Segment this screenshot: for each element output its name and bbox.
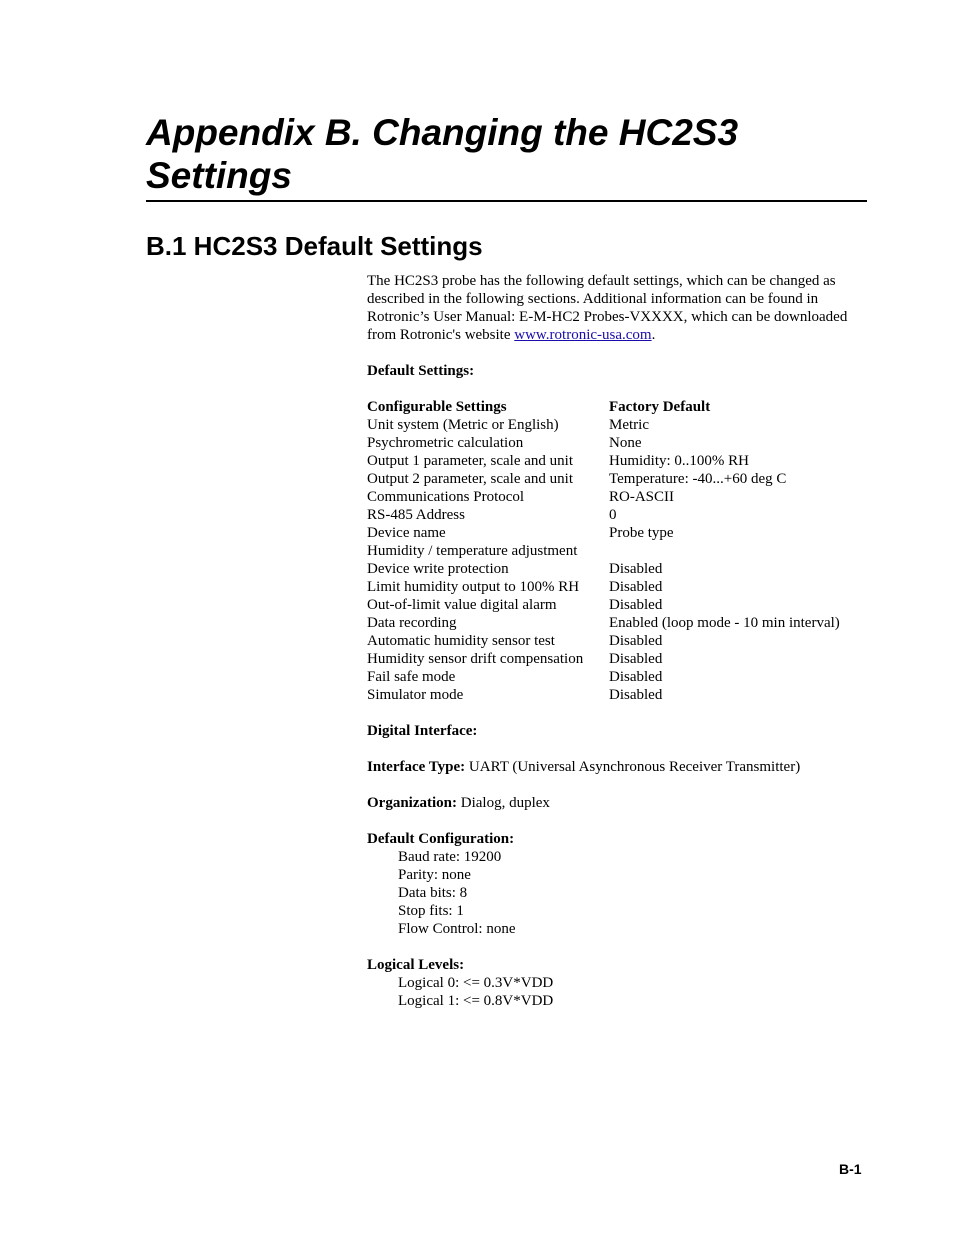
- organization-line: [367, 794, 867, 812]
- table-row: [367, 470, 840, 488]
- setting-default: Disabled: [609, 561, 663, 577]
- default-configuration-list: [398, 848, 867, 938]
- setting-default: Probe type: [609, 525, 674, 541]
- rotronic-website-link[interactable]: www.rotronic-usa.com: [514, 327, 652, 343]
- config-item-flow-control: Flow Control: none: [398, 921, 516, 937]
- setting-default: Disabled: [609, 633, 663, 649]
- table-row: [367, 686, 840, 704]
- logical-levels-heading: Logical Levels:: [367, 957, 465, 973]
- interface-type-value: UART (Universal Asynchronous Receiver Transmitter): [465, 759, 801, 775]
- setting-default: Humidity: 0..100% RH: [609, 453, 750, 469]
- intro-text: The HC2S3 probe has the following default settings, which can be changed as described in the following sections. Additional information can be found in Rotronic’s User Manual: E-M-HC2 Probes-VXXXX, which can be downloaded from Rotronic's website: [367, 273, 848, 343]
- appendix-title: Appendix B. Changing the HC2S3 Settings: [146, 112, 739, 196]
- setting-name: Humidity / temperature adjustment: [367, 543, 578, 559]
- col-header-configurable: Configurable Settings: [367, 399, 507, 415]
- settings-table: [367, 398, 840, 704]
- table-row: [367, 560, 840, 578]
- setting-default: None: [609, 435, 642, 451]
- setting-default: Disabled: [609, 687, 663, 703]
- setting-name: Unit system (Metric or English): [367, 417, 559, 433]
- setting-default: Enabled (loop mode - 10 min interval): [609, 615, 840, 631]
- table-row: [367, 416, 840, 434]
- setting-default: Temperature: -40...+60 deg C: [609, 471, 787, 487]
- setting-name: Device write protection: [367, 561, 509, 577]
- setting-name: Humidity sensor drift compensation: [367, 651, 584, 667]
- setting-default: Metric: [609, 417, 649, 433]
- table-row: [367, 524, 840, 542]
- table-row: [367, 506, 840, 524]
- config-item-stop-bits: Stop fits: 1: [398, 903, 464, 919]
- setting-name: Out-of-limit value digital alarm: [367, 597, 557, 613]
- setting-default: Disabled: [609, 669, 663, 685]
- setting-default: 0: [609, 507, 617, 523]
- setting-name: Device name: [367, 525, 446, 541]
- table-row: [367, 542, 840, 560]
- title-rule: [146, 200, 867, 202]
- table-row: [367, 632, 840, 650]
- default-configuration-heading: Default Configuration:: [367, 831, 515, 847]
- setting-name: Automatic humidity sensor test: [367, 633, 555, 649]
- digital-interface-heading: Digital Interface:: [367, 723, 478, 739]
- intro-after-link: .: [651, 327, 656, 343]
- config-item-data-bits: Data bits: 8: [398, 885, 468, 901]
- setting-default: Disabled: [609, 579, 663, 595]
- setting-name: RS-485 Address: [367, 507, 465, 523]
- table-row: [367, 614, 840, 632]
- interface-type-label: Interface Type:: [367, 759, 466, 775]
- setting-name: Limit humidity output to 100% RH: [367, 579, 580, 595]
- config-item-baud-rate: Baud rate: 19200: [398, 849, 502, 865]
- table-row: [367, 596, 840, 614]
- setting-name: Simulator mode: [367, 687, 464, 703]
- setting-default: Disabled: [609, 651, 663, 667]
- organization-value: Dialog, duplex: [457, 795, 550, 811]
- table-row: [367, 578, 840, 596]
- setting-name: Psychrometric calculation: [367, 435, 524, 451]
- table-row: [367, 452, 840, 470]
- settings-table-header: [367, 398, 840, 416]
- table-row: [367, 668, 840, 686]
- table-row: [367, 434, 840, 452]
- table-row: [367, 650, 840, 668]
- logical-level-1: Logical 1: <= 0.8V*VDD: [398, 993, 554, 1009]
- body-column: [367, 272, 867, 1010]
- setting-name: Data recording: [367, 615, 457, 631]
- settings-table-body: [367, 416, 840, 704]
- organization-label: Organization:: [367, 795, 457, 811]
- setting-name: Fail safe mode: [367, 669, 456, 685]
- setting-name: Output 1 parameter, scale and unit: [367, 453, 573, 469]
- intro-paragraph: [367, 272, 867, 344]
- setting-name: Communications Protocol: [367, 489, 525, 505]
- setting-default: RO-ASCII: [609, 489, 675, 505]
- section-heading: B.1 HC2S3 Default Settings: [146, 231, 483, 261]
- setting-default: Disabled: [609, 597, 663, 613]
- default-settings-heading: Default Settings:: [367, 363, 475, 379]
- interface-type-line: [367, 758, 867, 776]
- config-item-parity: Parity: none: [398, 867, 471, 883]
- col-header-factory-default: Factory Default: [609, 399, 711, 415]
- page-number: B-1: [839, 1161, 862, 1177]
- logical-level-0: Logical 0: <= 0.3V*VDD: [398, 975, 554, 991]
- table-row: [367, 488, 840, 506]
- setting-default: [609, 542, 840, 560]
- logical-levels-list: [398, 974, 867, 1010]
- setting-name: Output 2 parameter, scale and unit: [367, 471, 573, 487]
